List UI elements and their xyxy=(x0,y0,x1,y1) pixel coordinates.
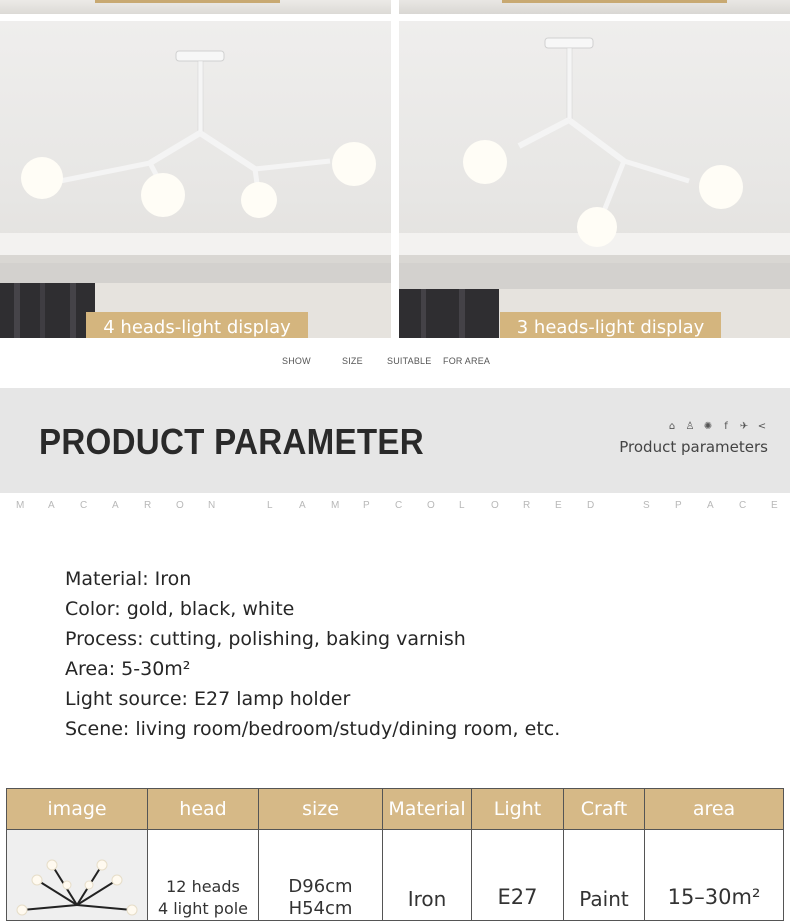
lamp-3-heads-illustration xyxy=(399,21,790,338)
tagline-letter: M xyxy=(331,500,340,511)
cell-craft xyxy=(564,830,645,921)
previous-caption-bar-right xyxy=(502,0,727,3)
tagline-letter: C xyxy=(80,500,88,511)
home-icon[interactable]: ⌂ xyxy=(668,421,676,432)
spec-scene: Scene: living room/bedroom/study/dining room, etc. xyxy=(65,718,561,740)
spec-process: Process: cutting, polishing, baking varnish xyxy=(65,628,466,650)
tagline-letter: O xyxy=(427,500,435,511)
previous-image-right xyxy=(399,0,790,14)
parameter-header-band xyxy=(0,388,790,493)
tagline-letter: D xyxy=(587,500,595,511)
page-title: PRODUCT PARAMETER xyxy=(39,421,424,462)
page-subtitle: Product parameters xyxy=(619,438,768,456)
nav-show[interactable]: SHOW xyxy=(282,356,311,366)
tagline-letter: E xyxy=(555,500,562,511)
size-diameter: D96cm xyxy=(288,876,353,897)
parameter-table xyxy=(6,788,784,921)
tagline-letter: C xyxy=(395,500,403,511)
tagline-letter: M xyxy=(16,500,25,511)
th-image: image xyxy=(7,789,148,830)
share-icon[interactable]: < xyxy=(757,421,767,432)
spaced-tagline xyxy=(0,500,790,514)
tagline-letter: A xyxy=(48,500,55,511)
cell-image xyxy=(7,830,148,921)
product-photo-3-heads xyxy=(399,21,790,338)
tagline-letter: R xyxy=(144,500,152,511)
icon-row xyxy=(666,422,768,432)
cell-area xyxy=(645,830,784,921)
material-value: Iron xyxy=(407,887,447,911)
th-area: area xyxy=(645,789,784,830)
caption-3-heads: 3 heads-light display xyxy=(500,312,721,338)
nav-size[interactable]: SIZE xyxy=(342,356,363,366)
spec-list xyxy=(65,564,560,744)
previous-images-strip xyxy=(0,0,790,14)
section-nav xyxy=(0,356,790,370)
spec-color: Color: gold, black, white xyxy=(65,598,295,620)
cell-light xyxy=(472,830,564,921)
tagline-letter: N xyxy=(208,500,216,511)
tagline-letter: E xyxy=(771,500,778,511)
twitter-icon[interactable]: ✈ xyxy=(739,421,749,432)
tagline-letter: O xyxy=(176,500,184,511)
tagline-letter: R xyxy=(523,500,531,511)
tagline-letter: P xyxy=(363,500,370,511)
craft-value: Paint xyxy=(579,887,629,911)
cell-size xyxy=(259,830,383,921)
table-row xyxy=(7,830,784,921)
spec-light-source: Light source: E27 lamp holder xyxy=(65,688,351,710)
nav-for-area[interactable]: FOR AREA xyxy=(443,356,491,366)
settings-icon[interactable]: ✺ xyxy=(703,421,713,432)
tagline-letter: A xyxy=(707,500,714,511)
spec-material: Material: Iron xyxy=(65,568,192,590)
tagline-letter: P xyxy=(675,500,682,511)
area-value: 15–30m² xyxy=(667,885,761,909)
th-material: Material xyxy=(383,789,472,830)
size-height: H54cm xyxy=(288,898,353,919)
tagline-letter: S xyxy=(643,500,650,511)
head-count: 12 heads xyxy=(166,877,240,896)
nav-suitable[interactable]: SUITABLE xyxy=(387,356,432,366)
previous-caption-bar-left xyxy=(95,0,280,3)
th-size: size xyxy=(259,789,383,830)
tagline-letter: L xyxy=(267,500,273,511)
cell-head xyxy=(148,830,259,921)
product-thumbnail xyxy=(7,830,147,920)
lamp-4-heads-illustration xyxy=(0,21,391,338)
cell-material xyxy=(383,830,472,921)
previous-image-left xyxy=(0,0,391,14)
product-photo-4-heads xyxy=(0,21,391,338)
tagline-letter: L xyxy=(459,500,465,511)
th-craft: Craft xyxy=(564,789,645,830)
tagline-letter: A xyxy=(299,500,306,511)
tagline-letter: C xyxy=(739,500,747,511)
light-value: E27 xyxy=(497,885,538,909)
table-header-row xyxy=(7,789,784,830)
tagline-letter: A xyxy=(112,500,119,511)
spec-area: Area: 5-30m² xyxy=(65,658,191,680)
head-poles: 4 light pole xyxy=(157,899,249,918)
th-head: head xyxy=(148,789,259,830)
tagline-letter: O xyxy=(491,500,499,511)
caption-4-heads: 4 heads-light display xyxy=(86,312,308,338)
user-icon[interactable]: ♙ xyxy=(685,421,695,432)
facebook-icon[interactable]: f xyxy=(724,421,728,432)
th-light: Light xyxy=(472,789,564,830)
